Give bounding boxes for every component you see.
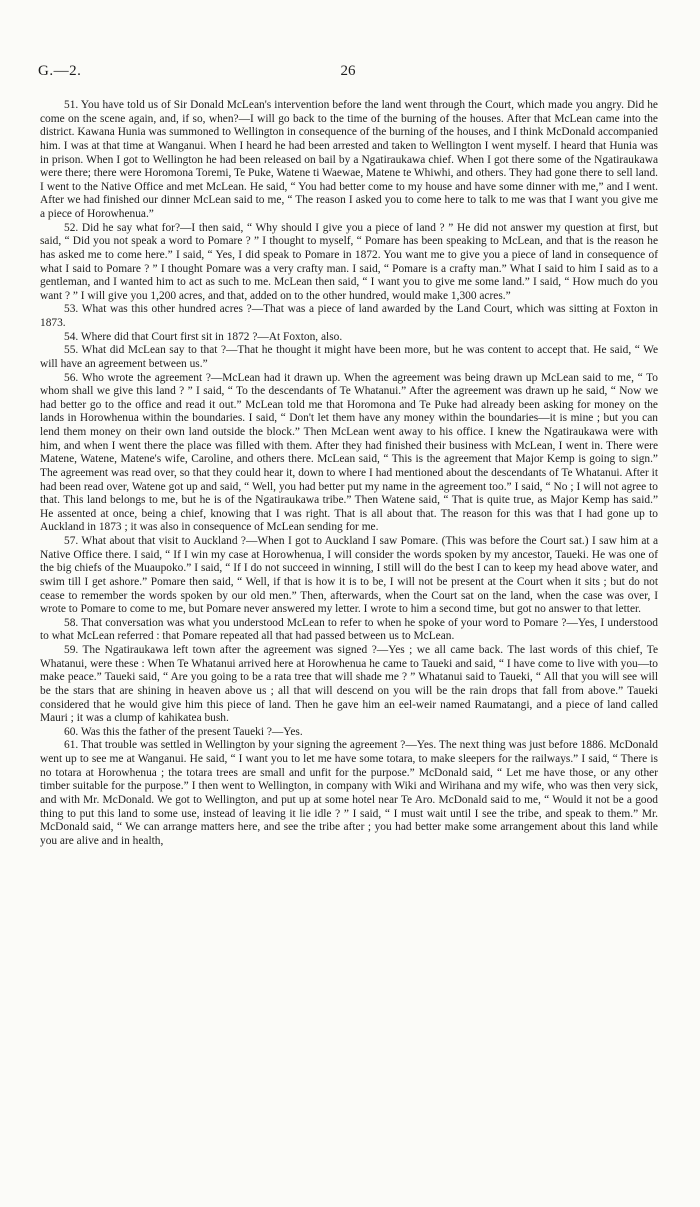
paragraph-53: 53. What was this other hundred acres ?—That was a piece of land awarded by the Land Court, which was sitting at Foxton in 1873.	[40, 303, 658, 329]
paragraph-60: 60. Was this the father of the present Taueki ?—Yes.	[64, 725, 303, 738]
page-header	[38, 63, 658, 83]
paragraph-56: 56. Who wrote the agreement ?—McLean had it drawn up. When the agreement was being drawn up McLean said to me, “ To whom shall we give this land ? ” I said, “ To the descendants of Te Whatanui.” After the agreement was drawn up he said, “ Now we had better go to the office and read it out.” McLean told me that Horomona and Te Puke had already been asking for money on the lands in Horowhenua within the boundaries. I said, “ Don't let them have any money within the boundaries—it is mine ; but you can lend them money on their own land outside the block.” Then McLean went away to his office. I knew the Ngatiraukawa were with him, and when I went there the place was filled with them. After they had finished their business with McLean, I went in. There were Matene, Watene, Matene's wife, Caroline, and others there. McLean said, “ This is the agreement that Major Kemp is going to sign.” The agreement was read over, so that they could hear it, down to where I had mentioned about the descendants of Te Whatanui. After it had been read over, Watene got up and said, “ Well, you had better put my name in the agreement too.” I said, “ No ; I will not agree to that. This land belongs to me, but he is of the Ngatiraukawa tribe.” Then Watene said, “ That is quite true, as Major Kemp has said.” He assented at once, being a chief, knowing that I was right. That is all about that. The reason for this was that I had gone up to Auckland in 1873 ; it was also in consequence of McLean sending for me.	[40, 371, 658, 534]
report-series-code: G.—2.	[38, 63, 82, 79]
paragraph-54: 54. Where did that Court first sit in 1872 ?—At Foxton, also.	[64, 330, 343, 343]
paragraph-61: 61. That trouble was settled in Wellington by your signing the agreement ?—Yes. The next thing was just before 1886. McDonald went up to see me at Wanganui. He said, “ I want you to let me have some totara, to make sleepers for the railways.” I said, “ There is no totara at Horowhenua ; the totara trees are small and unfit for the purpose.” McDonald said, “ Let me have those, or any other timber suitable for the purpose.” I then went to Wellington, in company with Wiki and Wirihana and my wife, who was then very sick, and with Mr. McDonald. We got to Wellington, and put up at some hotel near Te Aro. McDonald said to me, “ Would it not be a good thing to put this land to some use, instead of leaving it lie idle ? ” I said, “ I must wait until I see the tribe, and speak to them.” Mr. McDonald said, “ We can arrange matters here, and see the tribe after ; you had better make some arrangement about this land while you are alive and in health,	[40, 739, 658, 847]
document-body	[40, 99, 658, 848]
paragraph-58: 58. That conversation was what you understood McLean to refer to when he spoke of your word to Pomare ?—Yes, I understood to what McLean referred : that Pomare repeated all that had passed between us to McLean.	[40, 616, 658, 643]
paragraph-51: 51. You have told us of Sir Donald McLean's intervention before the land went through the Court, which made you angry. Did he come on the scene again, and, if so, when?—I will go back to the time of the burning of the houses. After that McLean came into the district. Kawana Hunia was summoned to Wellington in consequence of the burning of the houses, and I think McDonald accompanied him. I was at that time at Wanganui. When I heard he had been arrested and taken to Wellington I went myself. I heard that Hunia was in prison. When I got to Wellington he had been released on bail by a Ngatiraukawa chief. When I got there some of the Ngatiraukawa were there; there were Horomona Toremi, Te Puke, Watene ti Waewae, Matene te Whiwhi, and others. They had gone there to sell land. I went to the Native Office and met McLean. He said, “ You had better come to my house and have some dinner with me,” and I went. After we had finished our dinner McLean said to me, “ The reason I asked you to come here to talk to me was that I want you give me a piece of Horowhenua.”	[40, 99, 658, 220]
paragraph-55: 55. What did McLean say to that ?—That he thought it might have been more, but he was content to accept that. He said, “ We will have an agreement between us.”	[40, 344, 658, 370]
paragraph-59: 59. The Ngatiraukawa left town after the agreement was signed ?—Yes ; we all came back. The last words of this chief, Te Whatanui, were these : When Te Whatanui arrived here at Horowhenua he came to Taueki and said, “ I have come to live with you—to make peace.” Taueki said, “ Are you going to be a rata tree that will shade me ? ” Whatanui said to Taueki, “ All that you will see will be the stars that are shining in heaven above us ; all that will descend on you will be the rain drops that fall from above.” Taueki considered that he would give him this piece of land. Then he gave him an eel-weir named Raumatangi, and a piece of land called Mauri ; it was a clump of kahikatea bush.	[40, 644, 658, 725]
page-number: 26	[340, 63, 356, 79]
paragraph-52: 52. Did he say what for?—I then said, “ Why should I give you a piece of land ? ” He did not answer my question at first, but said, “ Did you not speak a word to Pomare ? ” I thought to myself, “ Pomare has been speaking to McLean, and that is the reason he has asked me to come here.” I said, “ Yes, I did speak to Pomare in 1872. You want me to give you a piece of land in consequence of what I said to Pomare ? ” I thought Pomare was a very crafty man. I said, “ Pomare is a crafty man.” What I said to him I said as to a gentleman, and I wanted him to act as such to me. McLean then said, “ I want you to give me some land.” I said, “ How much do you want ? ” I will give you 1,200 acres, and that, added on to the other hundred, would make 1,300 acres.”	[40, 221, 658, 302]
paragraph-57: 57. What about that visit to Auckland ?—When I got to Auckland I saw Pomare. (This was before the Court sat.) I saw him at a Native Office there. I said, “ If I win my case at Horowhenua, I will consider the words spoken by my ancestor, Taueki. He was one of the big chiefs of the Muaupoko.” I said, “ If I do not succeed in winning, I still will do the best I can to keep my head above water, and swim till I get ashore.” Pomare then said, “ Well, if that is how it is to be, I will not be present at the Court when it sits ; but do not cease to remember the words spoken by our old men.” Then, afterwards, when the Court sat on the land, when the case was over, I wrote to Pomare to come to me, but Pomare never answered my letter. I wrote to him a second time, but got no answer to that letter.	[40, 535, 658, 616]
